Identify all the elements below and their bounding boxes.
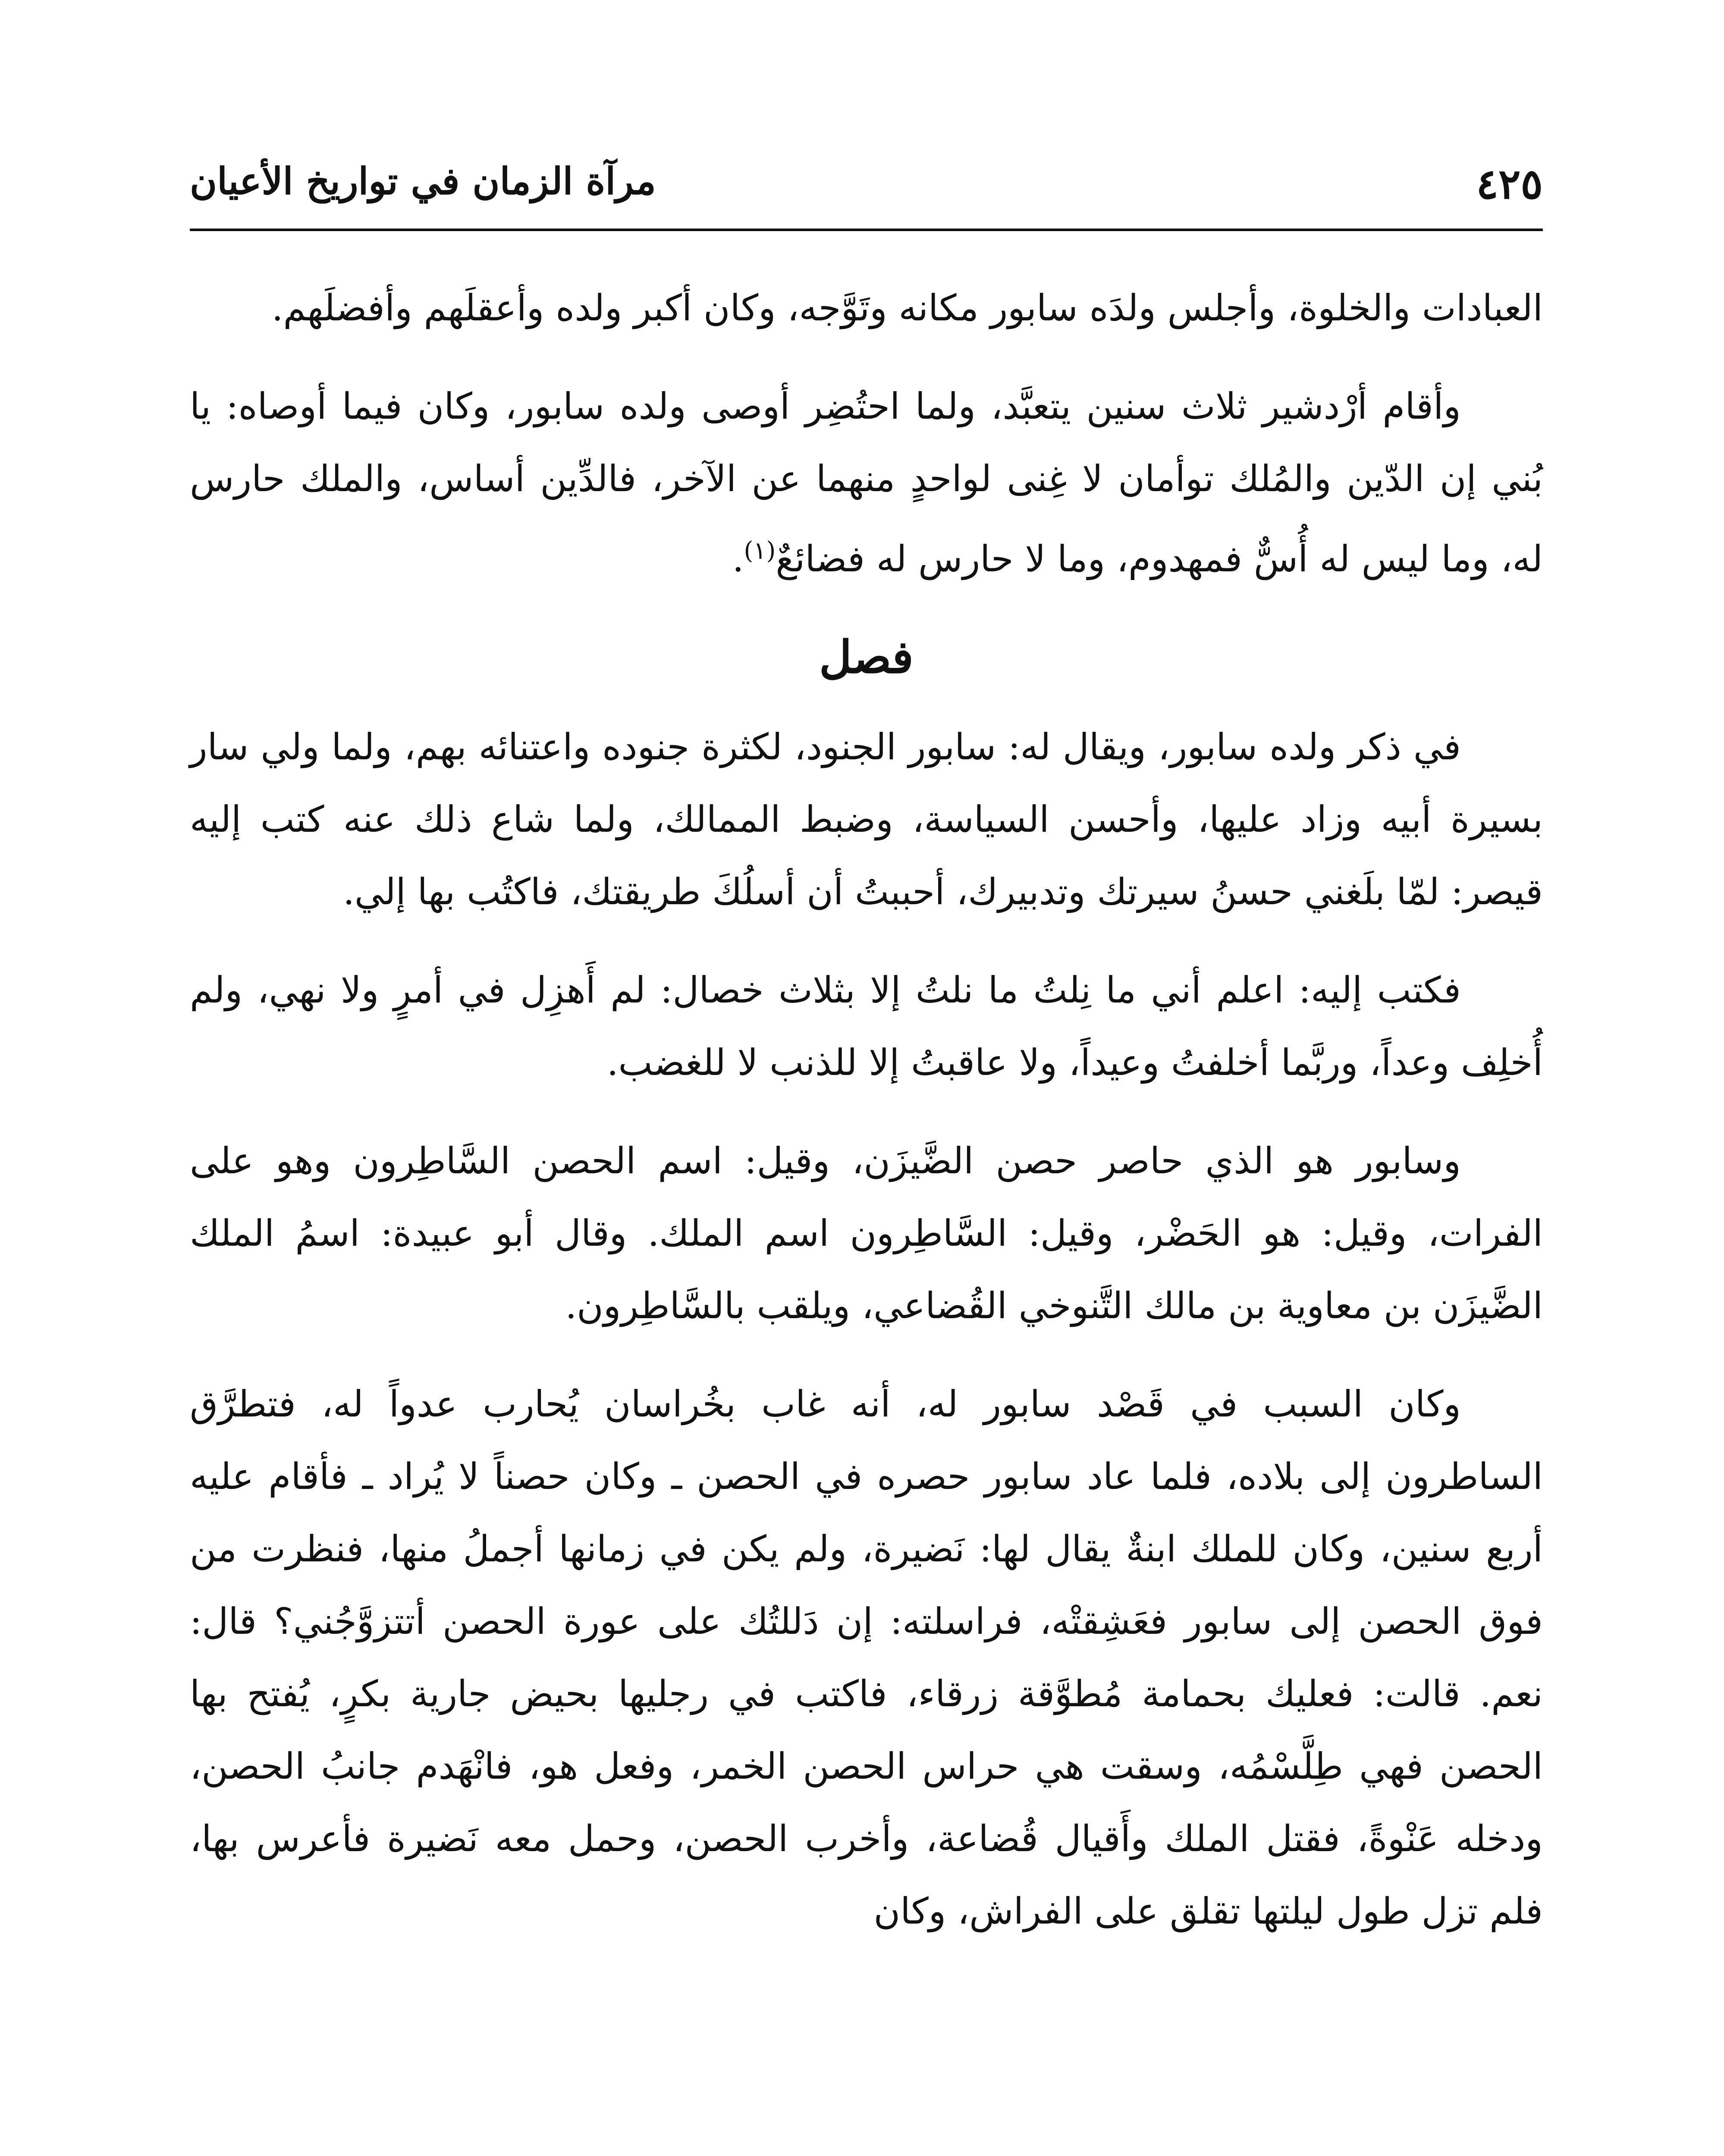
page-number: ٤٢٥ [1476, 160, 1543, 208]
paragraph-2 [190, 370, 1543, 595]
running-title: مرآة الزمان في تواريخ الأعيان [190, 160, 656, 203]
footnote-reference: (١) [744, 537, 776, 565]
paragraph-2-text: وأقام أرْدشير ثلاث سنين يتعبَّد، ولما احتُضِر أوصى ولده سابور، وكان فيما أوصاه: يا بُني إن الدّين والمُلك توأمان لا غِنى لواحدٍ منهما عن الآخر، فالدِّين أساس، والملك حارس له، وما ليس له أُسٌّ فمهدوم، وما لا حارس له فضائعٌ [190, 385, 1543, 580]
paragraph-1: العبادات والخلوة، وأجلس ولدَه سابور مكانه وتَوَّجه، وكان أكبر ولده وأعقلَهم وأفضلَهم. [271, 287, 1543, 329]
paragraph-3: في ذكر ولده سابور، ويقال له: سابور الجنود، لكثرة جنوده واعتنائه بهم، ولما ولي سار بسيرة أبيه وزاد عليها، وأحسن السياسة، وضبط الممالك، ولما شاع ذلك عنه كتب إليه قيصر: لمّا بلَغني حسنُ سيرتك وتدبيرك، أحببتُ أن أسلُكَ طريقتك، فاكتُب بها إلي. [190, 726, 1543, 913]
paragraph-5: وسابور هو الذي حاصر حصن الضَّيزَن، وقيل: اسم الحصن السَّاطِرون وهو على الفرات، وقيل: هو الحَضْر، وقيل: السَّاطِرون اسم الملك. وقال أبو عبيدة: اسمُ الملك الضَّيزَن بن معاوية بن مالك التَّنوخي القُضاعي، ويلقب بالسَّاطِرون. [190, 1140, 1543, 1327]
page-header [190, 142, 1543, 231]
body-text [190, 272, 1543, 1973]
section-heading: فصل [819, 630, 914, 683]
paragraph-4: فكتب إليه: اعلم أني ما نِلتُ ما نلتُ إلا بثلاث خصال: لم أَهزِل في أمرٍ ولا نهي، ولم أُخلِف وعداً، وربَّما أخلفتُ وعيداً، ولا عاقبتُ إلا للذنب لا للغضب. [190, 969, 1543, 1084]
paragraph-2-end: . [732, 538, 744, 580]
paragraph-6: وكان السبب في قَصْد سابور له، أنه غاب بخُراسان يُحارب عدواً له، فتطرَّق الساطرون إلى بلاده، فلما عاد سابور حصره في الحصن ـ وكان حصناً لا يُراد ـ فأقام عليه أربع سنين، وكان للملك ابنةٌ يقال لها: نَضيرة، ولم يكن في زمانها أجملُ منها، فنظرت من فوق الحصن إلى سابور فعَشِقتْه، فراسلته: إن دَللتُك على عورة الحصن أتتزوَّجُني؟ قال: نعم. قالت: فعليك بحمامة مُطوَّقة زرقاء، فاكتب في رجليها بحيض جارية بكرٍ، يُفتح بها الحصن فهي طِلَّسْمُه، وسقت هي حراس الحصن الخمر، وفعل هو، فانْهَدم جانبُ الحصن، ودخله عَنْوةً، فقتل الملك وأَقيال قُضاعة، وأخرب الحصن، وحمل معه نَضيرة فأعرس بها، فلم تزل طول ليلتها تقلق على الفراش، وكان [190, 1383, 1543, 1932]
